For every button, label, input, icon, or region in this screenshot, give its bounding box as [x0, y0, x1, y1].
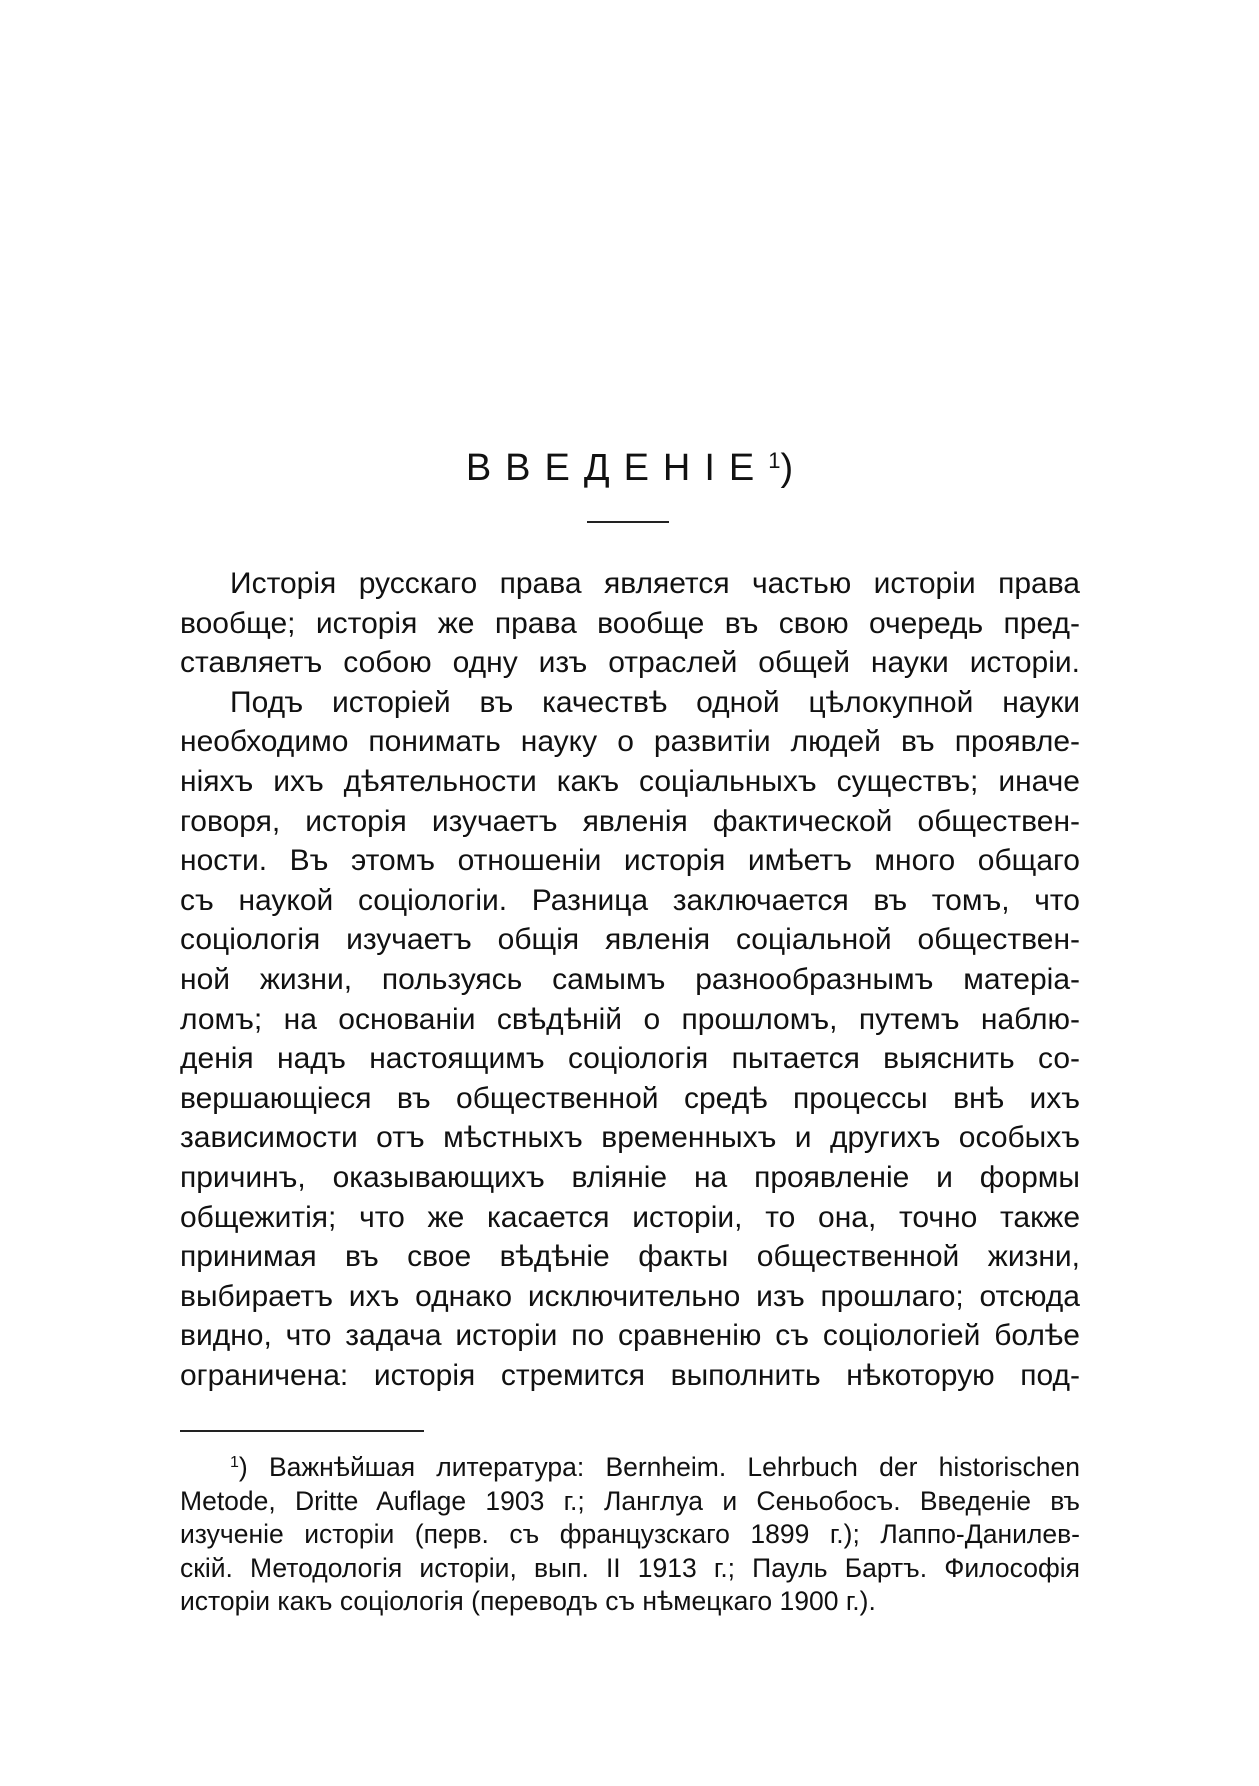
- chapter-title: ВВЕДЕНІЕ: [465, 447, 769, 489]
- body-line: ломъ; на основаніи свѣдѣній о прошломъ, путемъ наблю-: [180, 1002, 1080, 1036]
- footnote: [180, 1446, 1080, 1619]
- footnote-divider: [180, 1430, 424, 1432]
- body-line: видно, что задача исторіи по сравненію съ соціологіей болѣе: [180, 1319, 1080, 1353]
- body-line: денія надъ настоящимъ соціологія пытается выяснить со-: [180, 1042, 1080, 1076]
- body-line: выбираетъ ихъ однако исключительно изъ прошлаго; отсюда: [180, 1279, 1080, 1313]
- body-line: ограничена: исторія стремится выполнить нѣкоторую под-: [180, 1358, 1080, 1392]
- body-line: вершающіеся въ общественной средѣ процессы внѣ ихъ: [180, 1081, 1080, 1115]
- footnote-line: скій. Методологія исторіи, вып. II 1913 г.; Пауль Бартъ. Философія: [180, 1552, 1080, 1583]
- footnote-line: исторіи какъ соціологія (переводъ съ нѣмецкаго 1900 г.).: [180, 1586, 876, 1616]
- body-line: принимая въ свое вѣдѣніе факты общественной жизни,: [180, 1240, 1080, 1274]
- heading-footnote-mark[interactable]: 1: [768, 448, 781, 473]
- footnote-mark: 1: [230, 1454, 239, 1471]
- body-line: съ наукой соціологіи. Разница заключается въ томъ, что: [180, 883, 1080, 917]
- body-line: Подъ исторіей въ качествѣ одной цѣлокупной науки: [230, 685, 1080, 719]
- footnote-mark-paren: ): [238, 1452, 248, 1482]
- footnote-line: Metode, Dritte Auflage 1903 г.; Ланглуа и Сеньобосъ. Введеніе въ: [180, 1485, 1080, 1516]
- body-line: Исторія русскаго права является частью исторіи права: [230, 567, 1080, 600]
- body-text: [180, 564, 1080, 1395]
- body-line: вообще; исторія же права вообще въ свою очередь пред-: [180, 606, 1080, 640]
- body-line: причинъ, оказывающихъ вліяніе на проявленіе и формы: [180, 1160, 1080, 1194]
- body-line: общежитія; что же касается исторіи, то она, точно также: [180, 1200, 1080, 1234]
- body-line: соціологія изучаетъ общія явленія соціальной обществен-: [180, 923, 1080, 957]
- body-line: зависимости отъ мѣстныхъ временныхъ и другихъ особыхъ: [180, 1121, 1080, 1155]
- body-line: ности. Въ этомъ отношеніи исторія имѣетъ много общаго: [180, 844, 1080, 878]
- footnote-line: изученіе исторіи (перв. съ французскаго 1899 г.); Лаппо-Данилев-: [180, 1519, 1080, 1549]
- body-line: ной жизни, пользуясь самымъ разнообразнымъ матеріа-: [180, 962, 1080, 996]
- heading-divider: [587, 521, 669, 523]
- body-line: необходимо понимать науку о развитіи людей въ проявле-: [180, 725, 1080, 759]
- body-line: ставляетъ собою одну изъ отраслей общей науки исторіи.: [180, 646, 1080, 680]
- body-line: ніяхъ ихъ дѣятельности какъ соціальныхъ существъ; иначе: [180, 764, 1080, 798]
- chapter-heading: [0, 438, 1259, 491]
- footnote-text: Важнѣйшая литература: Bernheim. Lehrbuch der historischen: [268, 1452, 1080, 1482]
- heading-footnote-paren: ): [780, 447, 794, 489]
- body-line: говоря, исторія изучаетъ явленія фактической обществен-: [180, 804, 1080, 838]
- footnote-line: [180, 1446, 1080, 1485]
